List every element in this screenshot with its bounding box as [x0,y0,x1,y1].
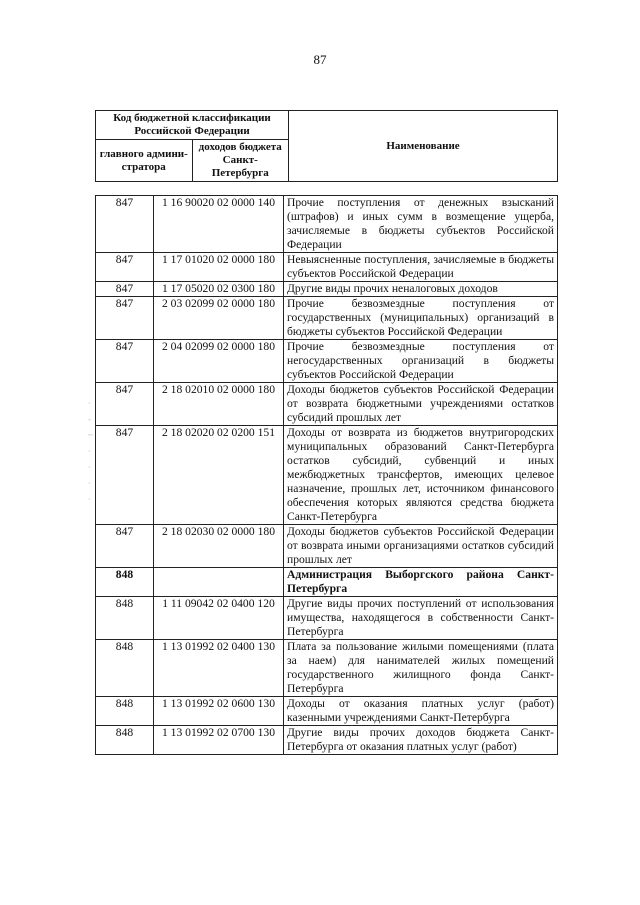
table-row [96,297,558,340]
table-row [96,568,558,597]
admin-code-cell: 847 [96,426,154,525]
income-code-cell: 1 13 01992 02 0700 130 [154,726,284,755]
admin-code-cell: 847 [96,525,154,568]
income-code-cell: 2 18 02030 02 0000 180 [154,525,284,568]
admin-code-cell: 848 [96,697,154,726]
table-row [96,383,558,426]
income-code-cell: 2 03 02099 02 0000 180 [154,297,284,340]
income-code-cell: 1 13 01992 02 0600 130 [154,697,284,726]
name-cell: Доходы бюджетов субъектов Российской Федерации от возврата иными организациями остатков субсидий прошлых лет [284,525,558,568]
page-number: 87 [313,52,327,67]
income-code-cell: 1 17 01020 02 0000 180 [154,253,284,282]
name-cell: Прочие безвозмездные поступления от государственных (муниципальных) организаций в бюджеты субъектов Российской Федерации [284,297,558,340]
income-code-cell: 1 13 01992 02 0400 130 [154,640,284,697]
income-code-cell: 1 16 90020 02 0000 140 [154,196,284,253]
admin-code-cell: 847 [96,253,154,282]
admin-code-cell: 848 [96,640,154,697]
scan-marks: · - ~ · · · · [88,398,93,504]
name-cell: Доходы бюджетов субъектов Российской Федерации от возврата бюджетными учреждениями остатков субсидий прошлых лет [284,383,558,426]
admin-code-cell: 847 [96,340,154,383]
table-row [96,253,558,282]
admin-code-cell: 848 [96,726,154,755]
name-cell: Невыясненные поступления, зачисляемые в бюджеты субъектов Российской Федерации [284,253,558,282]
income-code-cell: 2 18 02020 02 0200 151 [154,426,284,525]
income-code-cell: 2 18 02010 02 0000 180 [154,383,284,426]
name-cell: Прочие поступления от денежных взысканий (штрафов) и иных сумм в возмещение ущерба, зачисляемые в бюджеты субъектов Российской Федерации [284,196,558,253]
name-cell: Доходы от возврата из бюджетов внутригородских муниципальных образований Санкт-Петербурга остатков субсидий, субвенций и иных межбюджетных трансфертов, имеющих целевое назначение, прошлых лет, источником финансового обеспечения которых являются средства бюджета Санкт-Петербурга [284,426,558,525]
income-code-cell: 2 04 02099 02 0000 180 [154,340,284,383]
income-code-cell: 1 11 09042 02 0400 120 [154,597,284,640]
admin-code-cell: 848 [96,568,154,597]
table-body [96,196,558,755]
table-row [96,697,558,726]
name-cell: Плата за пользование жилыми помещениями (плата за наем) для нанимателей жилых помещений государственного жилищного фонда Санкт-Петербурга [284,640,558,697]
table-row [96,340,558,383]
income-code-cell: 1 17 05020 02 0300 180 [154,282,284,297]
table-row [96,597,558,640]
income-code-cell [154,568,284,597]
admin-code-cell: 848 [96,597,154,640]
table-row [96,640,558,697]
table-row [96,196,558,253]
name-cell: Другие виды прочих неналоговых доходов [284,282,558,297]
name-cell: Другие виды прочих доходов бюджета Санкт-Петербурга от оказания платных услуг (работ) [284,726,558,755]
header-group-title: Код бюджетной классификации Российской Федерации [96,111,289,140]
header-admin: главного админи-стратора [96,140,193,182]
name-cell: Прочие безвозмездные поступления от негосударственных организаций в бюджеты субъектов Российской Федерации [284,340,558,383]
header-name: Наименование [289,111,558,182]
budget-table [95,195,558,755]
table-row [96,282,558,297]
table-header [95,110,558,182]
table-row [96,426,558,525]
admin-code-cell: 847 [96,282,154,297]
table-row [96,726,558,755]
header-income: доходов бюджета Санкт-Петербурга [192,140,289,182]
admin-code-cell: 847 [96,297,154,340]
admin-code-cell: 847 [96,196,154,253]
name-cell: Другие виды прочих поступлений от использования имущества, находящегося в собственности Санкт-Петербурга [284,597,558,640]
name-cell: Доходы от оказания платных услуг (работ) казенными учреждениями Санкт-Петербурга [284,697,558,726]
name-cell: Администрация Выборгского района Санкт-Петербурга [284,568,558,597]
admin-code-cell: 847 [96,383,154,426]
table-row [96,525,558,568]
